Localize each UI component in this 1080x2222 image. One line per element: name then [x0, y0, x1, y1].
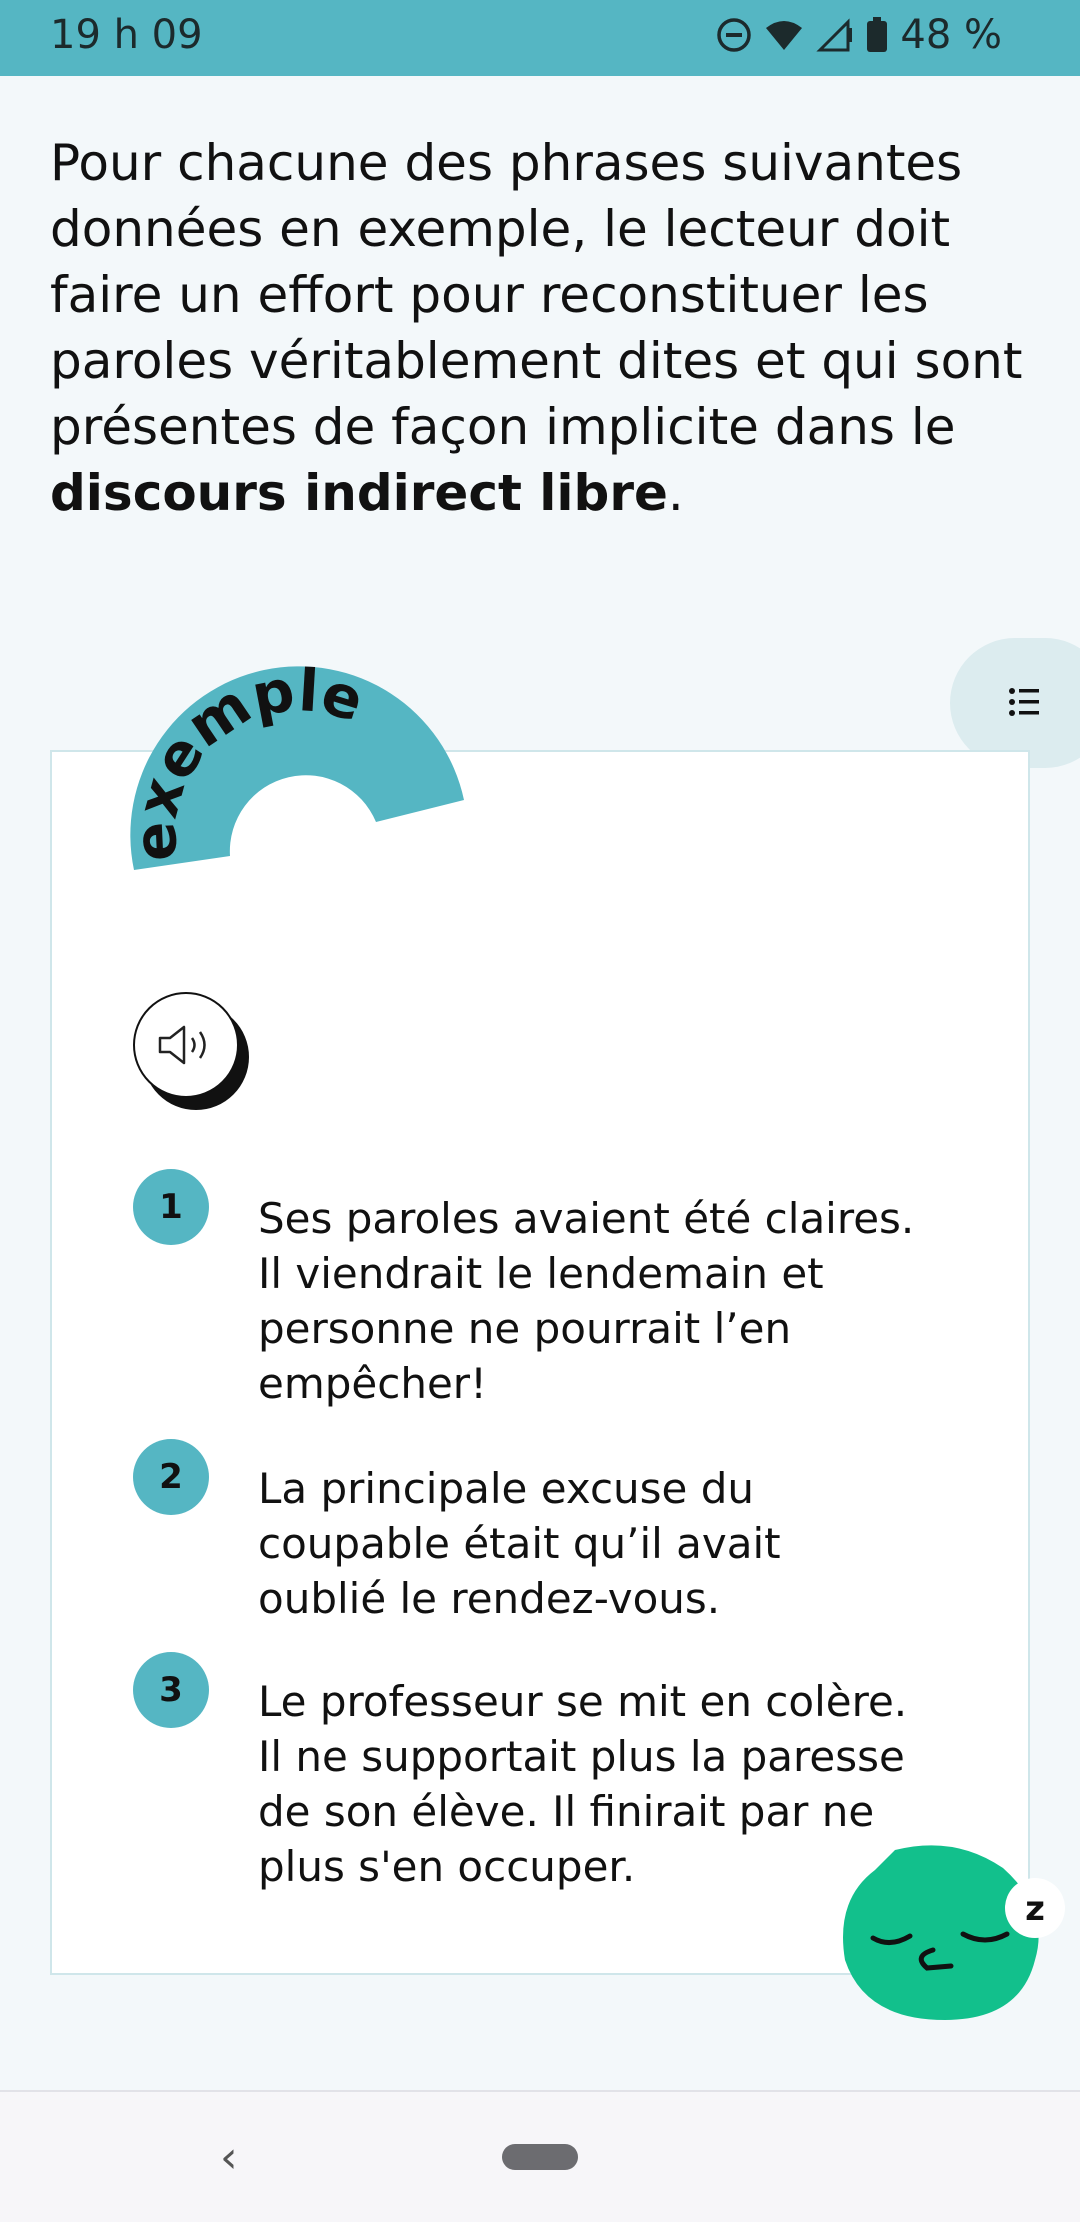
battery-icon [866, 17, 888, 53]
item-number-badge: 2 [133, 1439, 209, 1515]
intro-paragraph [50, 130, 1040, 526]
example-label: exemple [120, 660, 372, 863]
sleeping-mascot-button[interactable] [835, 1840, 1065, 2030]
item-text: Le professeur se mit en colère. Il ne supportait plus la paresse de son élève. Il finirait par ne plus s'en occuper. [258, 1677, 908, 1891]
do-not-disturb-icon [716, 17, 752, 53]
speaker-icon [157, 1023, 215, 1067]
example-arc-label [120, 660, 480, 890]
home-handle[interactable] [502, 2144, 578, 2170]
battery-percent: 48 % [900, 12, 1002, 58]
item-text: Ses paroles avaient été claires. Il viendrait le lendemain et personne ne pourrait l’en empêcher! [258, 1194, 915, 1408]
intro-end: . [667, 464, 684, 522]
intro-text: Pour chacune des phrases suivantes données en exemple, le lecteur doit faire un effort pour reconstituer les paroles véritablement dites et qui sont présentes de façon implicite dans le [50, 134, 1023, 456]
list-icon [1008, 686, 1040, 718]
item-number-badge: 3 [133, 1652, 209, 1728]
intro-bold-term: discours indirect libre [50, 464, 668, 522]
status-bar [0, 0, 1080, 76]
back-icon[interactable]: ‹ [220, 2132, 238, 2183]
item-text: La principale excuse du coupable était qu’il avait oublié le rendez-vous. [258, 1464, 781, 1623]
item-number-badge: 1 [133, 1169, 209, 1245]
status-time: 19 h 09 [50, 12, 203, 58]
audio-play-button[interactable] [133, 992, 253, 1112]
wifi-icon [764, 18, 804, 52]
table-of-contents-tab[interactable] [950, 638, 1080, 768]
signal-icon [816, 18, 854, 52]
system-navigation-bar [0, 2090, 1080, 2222]
sleep-z: z [1025, 1889, 1045, 1929]
